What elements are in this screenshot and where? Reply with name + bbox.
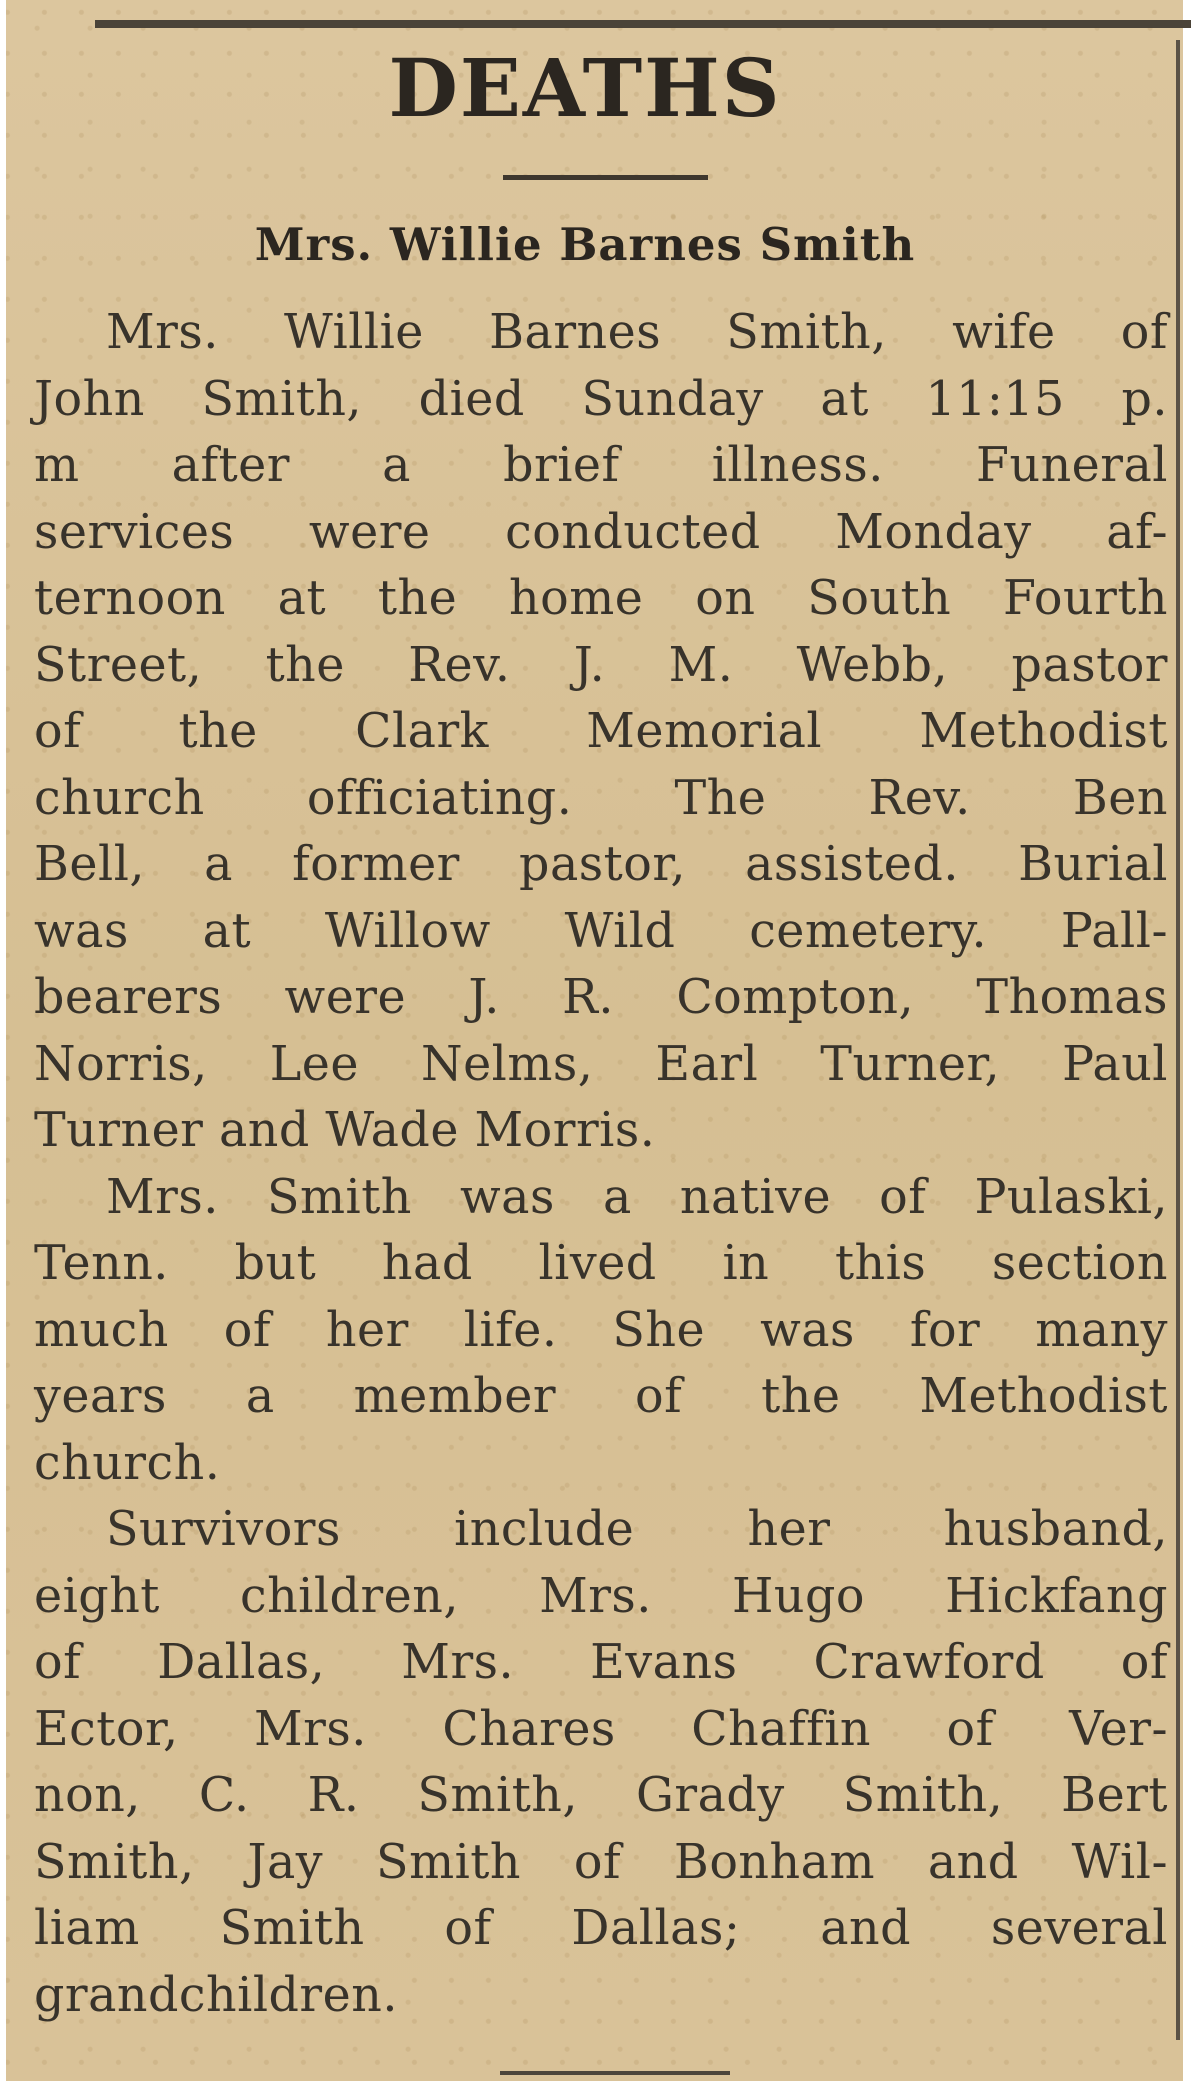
text-line: non, C. R. Smith, Grady Smith, Bert bbox=[34, 1768, 1168, 1823]
text-line: church. bbox=[34, 1435, 221, 1491]
text-line: was at Willow Wild cemetery. Pall- bbox=[34, 903, 1168, 959]
text-line: Turner and Wade Morris. bbox=[34, 1103, 656, 1158]
text-line: Street, the Rev. J. M. Webb, pastor bbox=[34, 637, 1168, 693]
text-line: eight children, Mrs. Hugo Hickfang bbox=[34, 1568, 1168, 1624]
text-line: m after a brief illness. Funeral bbox=[34, 438, 1168, 493]
text-line: much of her life. She was for many bbox=[34, 1302, 1168, 1358]
text-line: Ector, Mrs. Chares Chaffin of Ver- bbox=[34, 1701, 1168, 1757]
text-line: church officiating. The Rev. Ben bbox=[34, 770, 1168, 826]
top-rule bbox=[95, 20, 1191, 28]
text-line: Tenn. but had lived in this section bbox=[34, 1236, 1168, 1291]
headline-rule bbox=[503, 175, 708, 180]
text-line: Mrs. Smith was a native of Pulaski, bbox=[106, 1169, 1168, 1225]
text-line: John Smith, died Sunday at 11:15 p. bbox=[34, 371, 1168, 427]
text-line: Survivors include her husband, bbox=[106, 1502, 1168, 1557]
left-margin bbox=[0, 0, 6, 2081]
headline: DEATHS bbox=[388, 41, 782, 135]
text-line: of the Clark Memorial Methodist bbox=[34, 704, 1168, 759]
text-line: ternoon at the home on South Fourth bbox=[34, 571, 1168, 626]
text-line: Mrs. Willie Barnes Smith, wife of bbox=[106, 305, 1168, 360]
text-line: bearers were J. R. Compton, Thomas bbox=[34, 970, 1168, 1025]
obituary-body bbox=[34, 300, 1168, 2029]
text-line: of Dallas, Mrs. Evans Crawford of bbox=[34, 1635, 1168, 1690]
obituary-title: Mrs. Willie Barnes Smith bbox=[254, 218, 916, 271]
right-margin bbox=[1183, 0, 1191, 2081]
text-line: grandchildren. bbox=[34, 1967, 398, 2023]
bottom-rule bbox=[500, 2071, 730, 2075]
text-line: services were conducted Monday af- bbox=[34, 504, 1168, 560]
text-line: Smith, Jay Smith of Bonham and Wil- bbox=[34, 1834, 1168, 1890]
text-line: years a member of the Methodist bbox=[34, 1369, 1168, 1424]
column-rule bbox=[1176, 40, 1180, 2040]
text-line: Norris, Lee Nelms, Earl Turner, Paul bbox=[34, 1036, 1168, 1092]
text-line: Bell, a former pastor, assisted. Burial bbox=[34, 837, 1168, 892]
text-line: liam Smith of Dallas; and several bbox=[34, 1901, 1168, 1956]
